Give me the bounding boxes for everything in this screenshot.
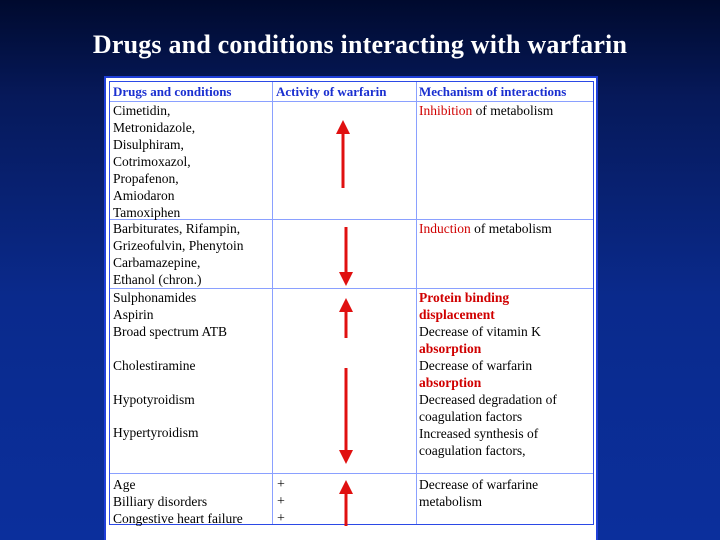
drug-name: Carbamazepine, [113, 255, 201, 270]
drug-name: Cimetidin, [113, 103, 171, 118]
panel-footer [106, 526, 596, 540]
activity-arrows [110, 82, 595, 526]
mechanism-line: Increased synthesis of [419, 426, 539, 441]
slide-title: Drugs and conditions interacting with warfarin [92, 30, 628, 59]
drug-name: Propafenon, [113, 171, 179, 186]
header-drugs: Drugs and conditions [113, 84, 232, 99]
mechanism-line: coagulation factors, [419, 443, 526, 458]
up-arrow-icon [339, 298, 353, 338]
drug-name: Barbiturates, Rifampin, [113, 221, 241, 236]
condition-name: Billiary disorders [113, 494, 208, 509]
plus-mark: + [277, 511, 285, 526]
drug-name: Metronidazole, [113, 120, 196, 135]
mechanism-keyword: Inhibition [419, 103, 473, 118]
mechanism-line: Protein binding [419, 290, 510, 305]
header-mechanism: Mechanism of interactions [419, 84, 567, 99]
up-arrow-icon [339, 480, 353, 526]
mechanism-keyword: Induction [419, 221, 471, 236]
drug-name: Cotrimoxazol, [113, 154, 191, 169]
mechanism-line: metabolism [419, 494, 482, 509]
drug-name: Grizeofulvin, Phenytoin [113, 238, 244, 253]
mechanism-line: Decrease of warfarine [419, 477, 539, 492]
group3-condition-hypotyroidism: Hypotyroidism [113, 392, 195, 407]
mechanism-line: coagulation factors [419, 409, 523, 424]
down-arrow-icon [339, 227, 353, 286]
mechanism-line: Decreased degradation of [419, 392, 557, 407]
condition-name: Congestive heart failure [113, 511, 243, 526]
drug-name: Broad spectrum ATB [113, 324, 227, 339]
up-arrow-icon [336, 120, 350, 188]
drug-name: Disulphiram, [113, 137, 184, 152]
drug-name: Tamoxiphen [113, 205, 181, 220]
mechanism-text: of metabolism [472, 103, 554, 118]
down-arrow-icon [339, 368, 353, 464]
drug-name: Amiodaron [113, 188, 175, 203]
drug-name: Aspirin [113, 307, 154, 322]
plus-mark: + [277, 477, 285, 492]
header-activity: Activity of warfarin [276, 84, 387, 99]
plus-mark: + [277, 494, 285, 509]
mechanism-line: absorption [419, 341, 482, 356]
table-panel [104, 76, 598, 540]
drug-name: Ethanol (chron.) [113, 272, 202, 287]
mechanism-line: Decrease of warfarin [419, 358, 533, 373]
group3-drug-cholestiramine: Cholestiramine [113, 358, 196, 373]
condition-name: Age [113, 477, 136, 492]
interaction-table [109, 81, 594, 525]
mechanism-line: Decrease of vitamin K [419, 324, 541, 339]
mechanism-line: absorption [419, 375, 482, 390]
drug-name: Sulphonamides [113, 290, 197, 305]
mechanism-text: of metabolism [470, 221, 552, 236]
group3-condition-hypertyroidism: Hypertyroidism [113, 425, 199, 440]
mechanism-line: displacement [419, 307, 495, 322]
